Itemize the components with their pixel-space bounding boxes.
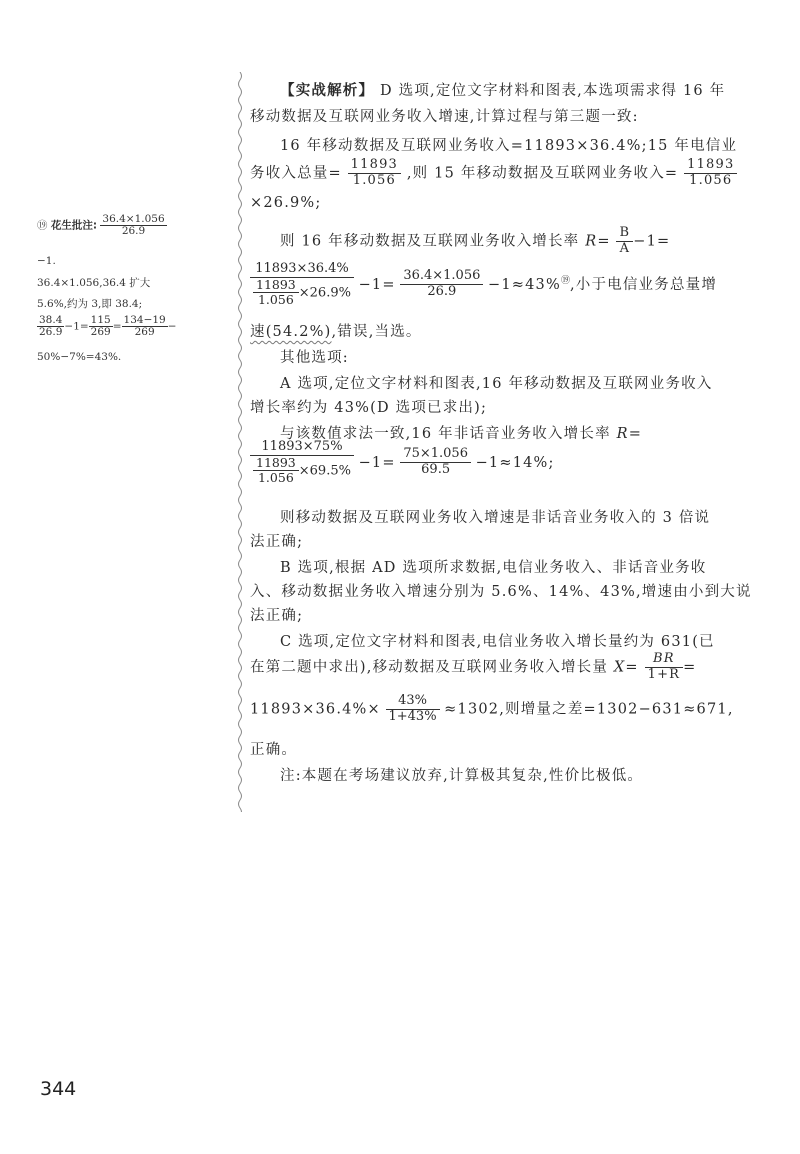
annotation-fraction-3 xyxy=(89,315,113,338)
paragraph-line xyxy=(250,158,737,189)
fraction-numerator: 11893×36.4% xyxy=(250,262,354,278)
annotation-text: −1= xyxy=(64,320,89,333)
fraction-denominator: 26.9 xyxy=(39,326,63,339)
paragraph-line: 则移动数据及互联网业务收入增速是非话音业务收入的 3 倍说 xyxy=(280,510,711,526)
text: ×26.9% xyxy=(298,285,351,301)
paragraph-line: ×26.9%; xyxy=(250,195,322,211)
math-variable: X xyxy=(613,659,626,676)
fraction-denominator: 1.056 xyxy=(689,172,733,188)
paragraph-line: 16 年移动数据及互联网业务收入=11893×36.4%;15 年电信业 xyxy=(280,138,738,154)
fraction xyxy=(684,158,737,189)
fraction-denominator: 26.9 xyxy=(121,225,146,238)
fraction xyxy=(400,269,483,300)
paragraph-line xyxy=(280,79,725,100)
emphasized-text: 速(54.2%) xyxy=(250,324,332,340)
nested-fraction xyxy=(253,456,299,486)
annotation-line: 36.4×1.056,36.4 扩大 xyxy=(37,277,151,289)
note-line: 注:本题在考场建议放弃,计算极其复杂,性价比极低。 xyxy=(280,768,644,784)
annotation-line: −1. xyxy=(37,255,56,267)
section-tag: 【实战解析】 xyxy=(280,83,375,99)
fraction-numerator: 11893 xyxy=(684,158,737,174)
text: −1≈43% xyxy=(487,276,561,293)
fraction-numerator: BR xyxy=(645,652,684,668)
fraction-denominator: 269 xyxy=(90,326,111,339)
fraction-numerator: B xyxy=(616,226,633,242)
text: −1≈14%; xyxy=(475,454,555,471)
page-number: 344 xyxy=(40,1078,77,1100)
fraction xyxy=(348,158,401,189)
paragraph-line: 法正确; xyxy=(250,534,304,550)
annotation-tag: 花生批注: xyxy=(50,219,98,232)
fraction-numerator: 38.4 xyxy=(39,314,63,326)
fraction-denominator xyxy=(250,278,354,308)
equation-line xyxy=(250,440,555,486)
compound-fraction xyxy=(250,262,354,308)
fraction-numerator: 36.4×1.056 xyxy=(102,213,165,225)
fraction xyxy=(616,226,633,257)
annotation-marker: ⑲ xyxy=(37,219,48,232)
paragraph-line xyxy=(280,226,670,257)
text: = xyxy=(683,659,697,676)
annotation-heading xyxy=(37,214,167,237)
paragraph-line: 正确。 xyxy=(250,742,298,758)
paragraph-line: B 选项,根据 AD 选项所求数据,电信业务收入、非话音业务收 xyxy=(280,560,707,576)
compound-fraction xyxy=(250,440,354,486)
text: 务收入总量= xyxy=(250,165,342,182)
paragraph-line: A 选项,定位文字材料和图表,16 年移动数据及互联网业务收入 xyxy=(280,376,713,392)
footnote-marker: ⑲ xyxy=(560,276,570,287)
text: 与该数值求法一致,16 年非话音业务收入增长率 xyxy=(280,426,611,442)
paragraph-line xyxy=(250,652,697,683)
annotation-line: 50%−7%=43%. xyxy=(37,351,122,363)
text: D 选项,定位文字材料和图表,本选项需求得 16 年 xyxy=(380,83,726,99)
text: ×69.5% xyxy=(298,463,351,479)
annotation-fraction-1 xyxy=(100,214,166,237)
text: 在第二题中求出),移动数据及互联网业务收入增长量 xyxy=(250,659,609,676)
fraction-numerator: 134−19 xyxy=(123,314,166,326)
text: 11893×36.4%× xyxy=(250,701,381,718)
paragraph-line: 移动数据及互联网业务收入增速,计算过程与第三题一致: xyxy=(250,109,639,125)
fraction-denominator: 26.9 xyxy=(427,284,457,300)
fraction-denominator: 1+43% xyxy=(388,708,437,724)
text: = xyxy=(625,659,639,676)
annotation-fraction-2 xyxy=(37,315,64,338)
annotation-text: = xyxy=(112,320,122,333)
fraction-denominator: A xyxy=(619,240,631,256)
fraction-numerator: 43% xyxy=(386,694,440,710)
equation-line xyxy=(250,262,717,308)
math-variable: R xyxy=(616,426,629,442)
fraction-numerator: 11893×75% xyxy=(250,440,354,456)
math-variable: R xyxy=(585,233,598,250)
paragraph-line: 入、移动数据业务收入增速分别为 5.6%、14%、43%,增速由小到大说 xyxy=(250,584,752,600)
text: ,错误,当选。 xyxy=(331,324,422,340)
text: ,则 15 年移动数据及互联网业务收入= xyxy=(406,165,679,182)
nested-fraction xyxy=(253,278,299,308)
fraction-numerator: 11893 xyxy=(253,278,299,293)
fraction-numerator: 11893 xyxy=(253,456,299,471)
text: ≈1302,则增量之差=1302−631≈671, xyxy=(444,701,734,718)
paragraph-line: C 选项,定位文字材料和图表,电信业务收入增长量约为 631(已 xyxy=(280,634,715,650)
wavy-divider xyxy=(236,72,244,812)
annotation-line: 5.6%,约为 3,即 38.4; xyxy=(37,298,143,310)
fraction-denominator: 269 xyxy=(134,326,155,339)
fraction-numerator: 36.4×1.056 xyxy=(400,269,483,285)
fraction xyxy=(645,652,684,683)
fraction xyxy=(400,447,471,478)
annotation-fraction-line xyxy=(37,315,177,338)
text: −1= xyxy=(358,454,396,471)
annotation-text: − xyxy=(167,320,177,333)
fraction-denominator: 1.056 xyxy=(257,292,294,308)
fraction-numerator: 75×1.056 xyxy=(400,447,471,463)
text: −1= xyxy=(358,276,396,293)
text: = xyxy=(628,426,643,442)
fraction-denominator: 69.5 xyxy=(421,462,451,478)
paragraph-line: 增长率约为 43%(D 选项已求出); xyxy=(250,400,488,416)
annotation-fraction-4 xyxy=(122,315,168,338)
fraction-numerator: 11893 xyxy=(348,158,401,174)
text: 则 16 年移动数据及互联网业务收入增长率 xyxy=(280,233,580,250)
fraction xyxy=(386,694,440,725)
text: −1= xyxy=(633,233,671,250)
fraction-denominator: 1+R xyxy=(647,666,681,682)
fraction-numerator: 115 xyxy=(90,314,111,326)
text: ,小于电信业务总量增 xyxy=(569,276,718,293)
equation-line xyxy=(250,694,734,725)
fraction-denominator xyxy=(250,456,354,486)
paragraph-line: 法正确; xyxy=(250,608,304,624)
paragraph-line xyxy=(250,320,422,341)
fraction-denominator: 1.056 xyxy=(352,172,396,188)
fraction-denominator: 1.056 xyxy=(257,470,294,486)
paragraph-line: 其他选项: xyxy=(280,350,349,366)
text: = xyxy=(597,233,611,250)
